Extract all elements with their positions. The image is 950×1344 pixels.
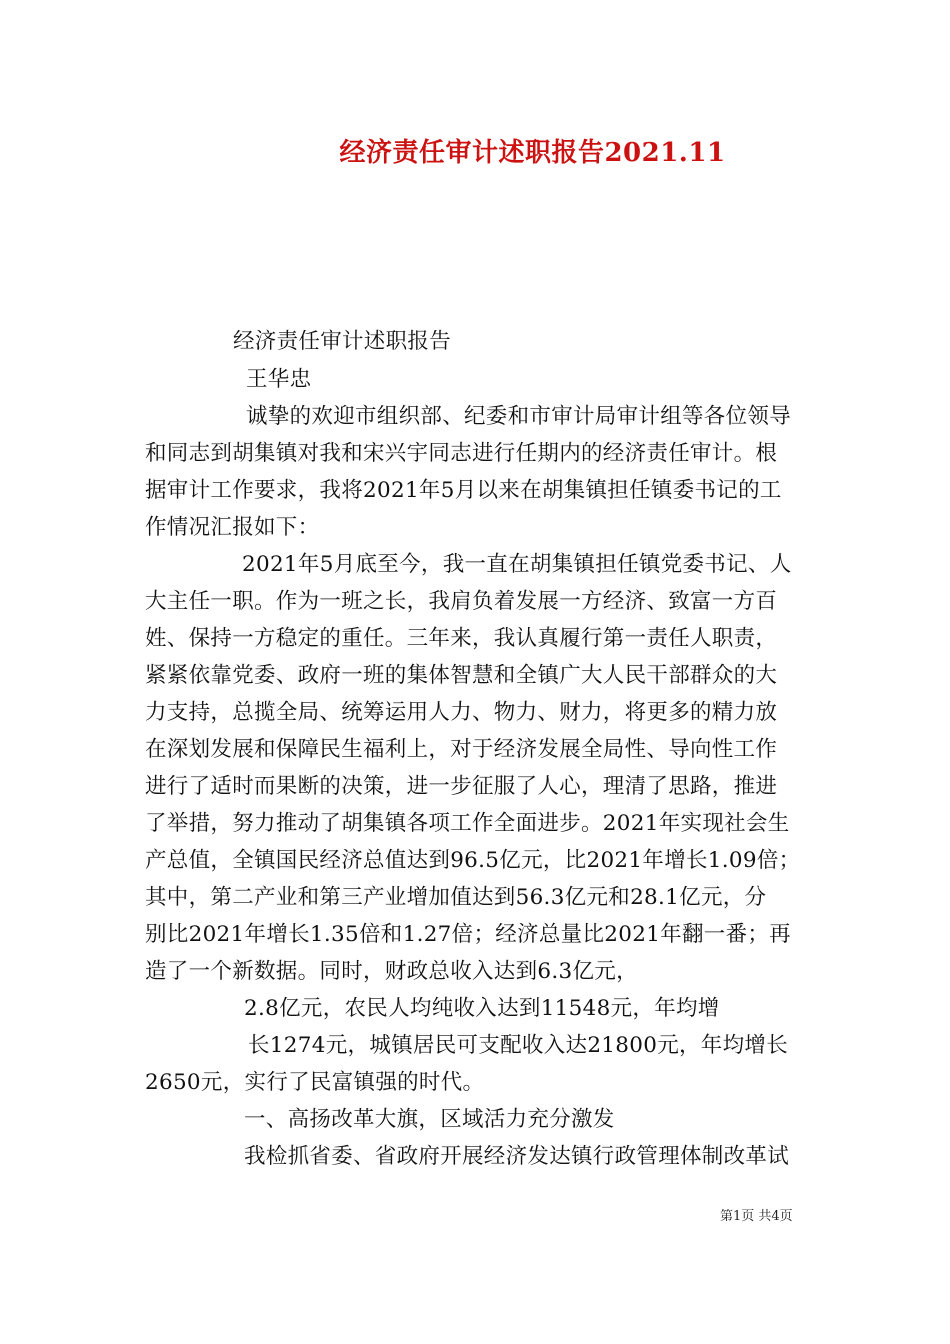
body-line-16: 造了一个新数据。同时，财政总收入达到6.3亿元，	[145, 959, 638, 984]
document-title: 经济责任审计述职报告2021.11	[339, 138, 726, 168]
body-line-14: 其中，第二产业和第三产业增加值达到56.3亿元和28.1亿元，分	[145, 885, 767, 910]
body-line-9: 力支持，总揽全局、统筹运用人力、物力、财力，将更多的精力放	[145, 700, 778, 725]
body-line-2: 和同志到胡集镇对我和宋兴宇同志进行任期内的经济责任审计。根	[145, 441, 778, 466]
body-line-8: 紧紧依靠党委、政府一班的集体智慧和全镇广大人民干部群众的大	[145, 663, 778, 688]
body-line-5: 2021年5月底至今，我一直在胡集镇担任镇党委书记、人	[242, 552, 792, 577]
body-line-12: 了举措，努力推动了胡集镇各项工作全面进步。2021年实现社会生	[145, 811, 790, 836]
body-line-1: 诚挚的欢迎市组织部、纪委和市审计局审计组等各位领导	[246, 404, 792, 429]
body-line-4: 作情况汇报如下：	[145, 515, 320, 540]
body-line-17: 2.8亿元，农民人均纯收入达到11548元，年均增	[244, 996, 720, 1021]
body-line-3: 据审计工作要求，我将2021年5月以来在胡集镇担任镇委书记的工	[145, 478, 782, 503]
body-line-7: 姓、保持一方稳定的重任。三年来，我认真履行第一责任人职责，	[145, 626, 778, 651]
page-number: 第1页 共4页	[720, 1209, 793, 1224]
body-line-11: 进行了适时而果断的决策，进一步征服了人心，理清了思路，推进	[145, 774, 778, 799]
body-line-19: 2650元，实行了民富镇强的时代。	[145, 1070, 485, 1095]
author-name: 王华忠	[246, 367, 312, 392]
body-line-13: 产总值，全镇国民经济总值达到96.5亿元，比2021年增长1.09倍；	[145, 848, 801, 873]
body-line-10: 在深划发展和保障民生福利上，对于经济发展全局性、导向性工作	[145, 737, 778, 762]
section-heading-1: 一、高扬改革大旗，区域活力充分激发	[244, 1107, 615, 1132]
body-line-6: 大主任一职。作为一班之长，我肩负着发展一方经济、致富一方百	[145, 589, 778, 614]
body-line-20: 我检抓省委、省政府开展经济发达镇行政管理体制改革试	[244, 1144, 790, 1169]
body-line-18: 长1274元，城镇居民可支配收入达21800元，年均增长	[248, 1033, 789, 1058]
body-line-15: 别比2021年增长1.35倍和1.27倍；经济总量比2021年翻一番；再	[145, 922, 791, 947]
report-subtitle: 经济责任审计述职报告	[233, 329, 452, 354]
